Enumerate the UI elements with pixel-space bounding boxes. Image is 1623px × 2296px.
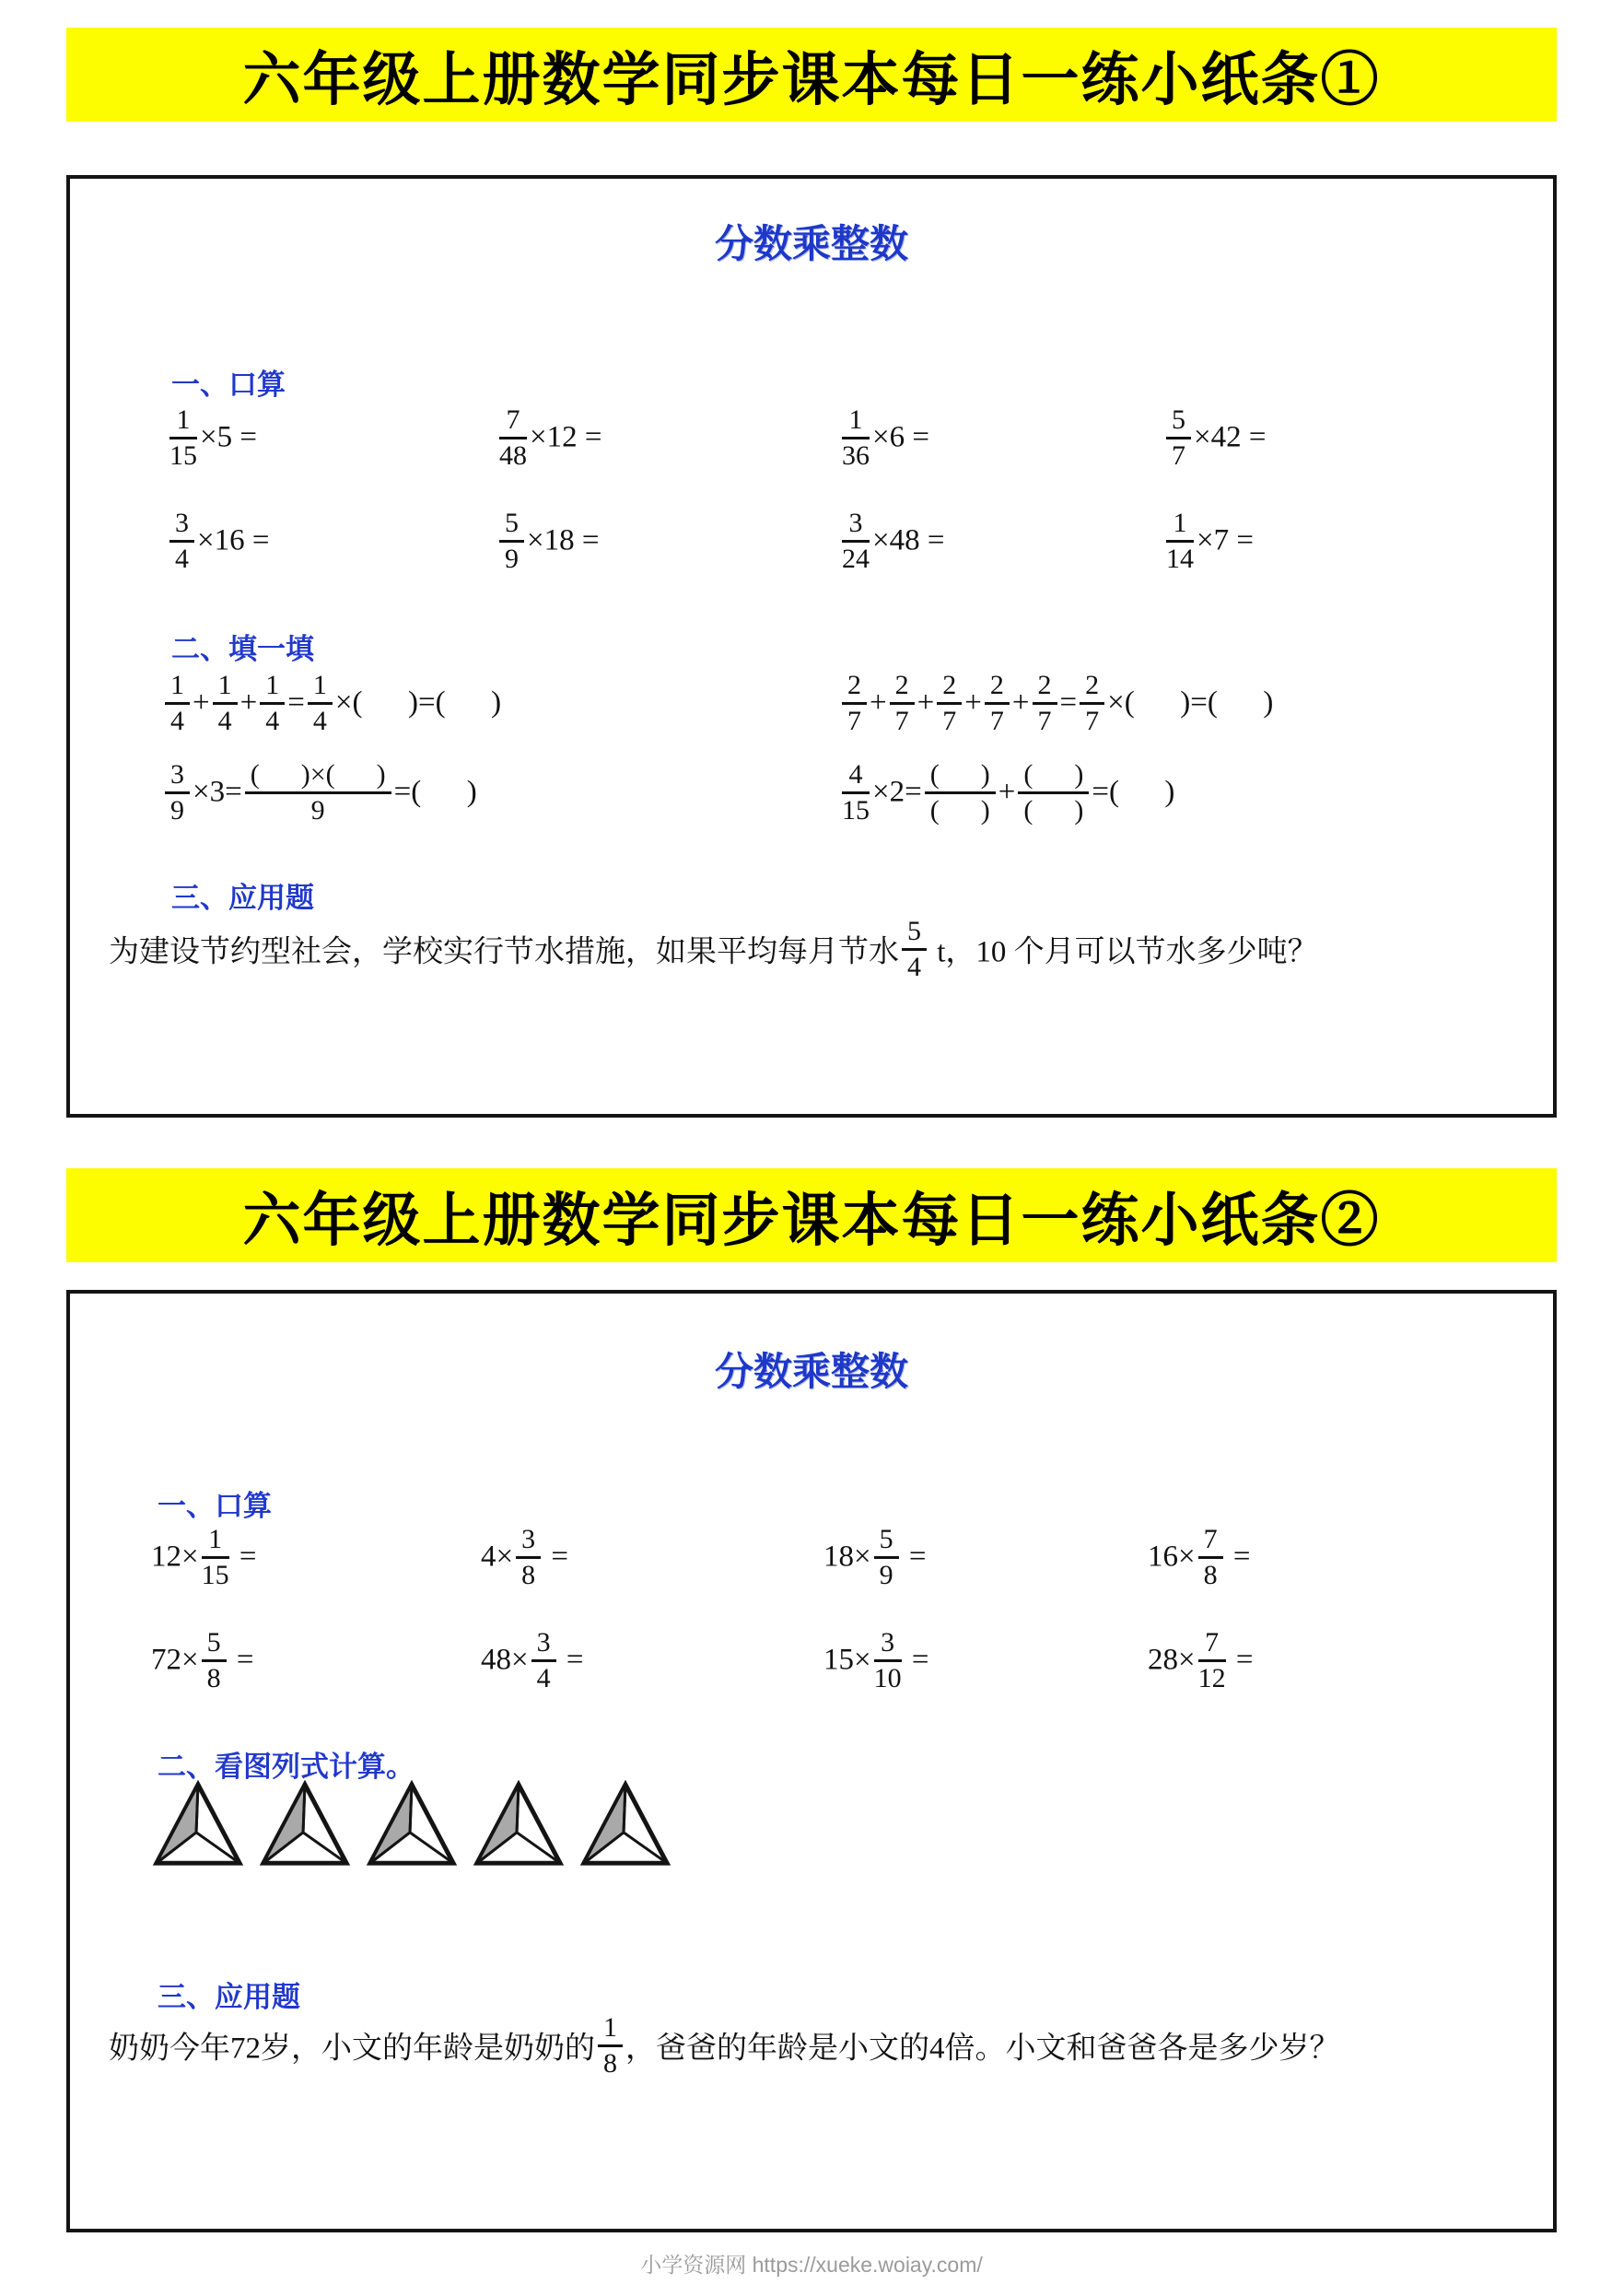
math-problem: 4× $\frac{3}{8}$ = bbox=[481, 1524, 568, 1590]
sheet1-fill-problems bbox=[70, 670, 1544, 826]
math-problem: 48× $\frac{3}{4}$ = bbox=[481, 1627, 584, 1693]
sheet1-oral-problems bbox=[70, 404, 1544, 611]
sheet1-section1-label: 一、口算 bbox=[171, 369, 286, 401]
math-problem: 72× $\frac{5}{8}$ = bbox=[151, 1627, 254, 1693]
math-problem: $\frac{3}{9}$ ×3= $\frac{( )\times( )}{9}$ =( ) bbox=[162, 759, 839, 826]
math-problem: $\frac{1}{36}$ ×6 = bbox=[842, 404, 929, 471]
math-problem: $\frac{5}{7}$ ×42 = bbox=[1163, 404, 1544, 508]
math-problem: 15× $\frac{3}{10}$ = bbox=[823, 1627, 929, 1693]
math-problem: 28× $\frac{7}{12}$ = bbox=[1148, 1627, 1254, 1693]
math-problem: $\frac{7}{48}$ ×12 = bbox=[499, 404, 602, 471]
sheet2-section3-label: 三、应用题 bbox=[158, 1981, 300, 2013]
math-problem: $\frac{2}{7}$ + $\frac{2}{7}$ + $\frac{2}{7}$ + $\frac{2}{7}$ + $\frac{2}{7}$ = $\frac{2}{7}$ ×( )=( ) bbox=[839, 670, 1544, 759]
math-problem: $\frac{1}{15}$ ×5 = bbox=[169, 404, 257, 471]
shaded-triangle-icon bbox=[151, 1780, 245, 1872]
math-problem: 16× $\frac{7}{8}$ = bbox=[1148, 1524, 1251, 1590]
sheet2-box bbox=[66, 1290, 1557, 2232]
footer-credit: 小学资源网 https://xueke.woiay.com/ bbox=[640, 2253, 983, 2277]
triangle-figures bbox=[151, 1780, 672, 1872]
sheet2-banner-title: 六年级上册数学同步课本每日一练小纸条② bbox=[242, 1188, 1381, 1253]
sheet1-section3-label: 三、应用题 bbox=[171, 882, 314, 914]
sheet2-oral-problems bbox=[70, 1524, 1544, 1730]
sheet1-title: 分数乘整数 bbox=[714, 222, 908, 265]
sheet2-section1-label: 一、口算 bbox=[158, 1490, 272, 1522]
math-problem: $\frac{3}{4}$ ×16 = bbox=[167, 508, 496, 611]
shaded-triangle-icon bbox=[578, 1780, 672, 1872]
math-problem: 18× $\frac{5}{9}$ = bbox=[823, 1524, 927, 1590]
sheet2-banner bbox=[66, 1168, 1557, 1262]
sheet2-title: 分数乘整数 bbox=[714, 1350, 908, 1393]
math-problem: 12× $\frac{1}{15}$ = bbox=[151, 1524, 257, 1590]
sheet1-banner bbox=[66, 28, 1557, 122]
sheet2-word-problem: 奶奶今年72岁，小文的年龄是奶奶的 $\frac{1}{8}$ ，爸爸的年龄是小文的4倍。小文和爸爸各是多少岁？ bbox=[109, 2012, 1340, 2079]
sheet2-section2-label: 二、看图列式计算。 bbox=[158, 1751, 415, 1783]
shaded-triangle-icon bbox=[258, 1780, 352, 1872]
math-problem: $\frac{1}{4}$ + $\frac{1}{4}$ + $\frac{1}{4}$ = $\frac{1}{4}$ ×( )=( ) bbox=[162, 670, 839, 759]
shaded-triangle-icon bbox=[365, 1780, 459, 1872]
math-problem: $\frac{3}{24}$ ×48 = bbox=[842, 508, 945, 574]
sheet1-word-problem: 为建设节约型社会，学校实行节水措施，如果平均每月节水 $\frac{5}{4}$ t，10 个月可以节水多少吨？ bbox=[109, 916, 1318, 982]
math-problem: $\frac{5}{9}$ ×18 = bbox=[496, 508, 839, 611]
math-problem: $\frac{4}{15}$ ×2= $\frac{( )}{( )}$ + $\frac{( )}{( )}$ =( ) bbox=[842, 759, 1175, 826]
shaded-triangle-icon bbox=[472, 1780, 566, 1872]
sheet1-section2-label: 二、填一填 bbox=[171, 633, 314, 665]
sheet1-banner-title: 六年级上册数学同步课本每日一练小纸条① bbox=[242, 47, 1381, 112]
math-problem: $\frac{1}{14}$ ×7 = bbox=[1166, 508, 1254, 574]
sheet1-box bbox=[66, 175, 1557, 1118]
